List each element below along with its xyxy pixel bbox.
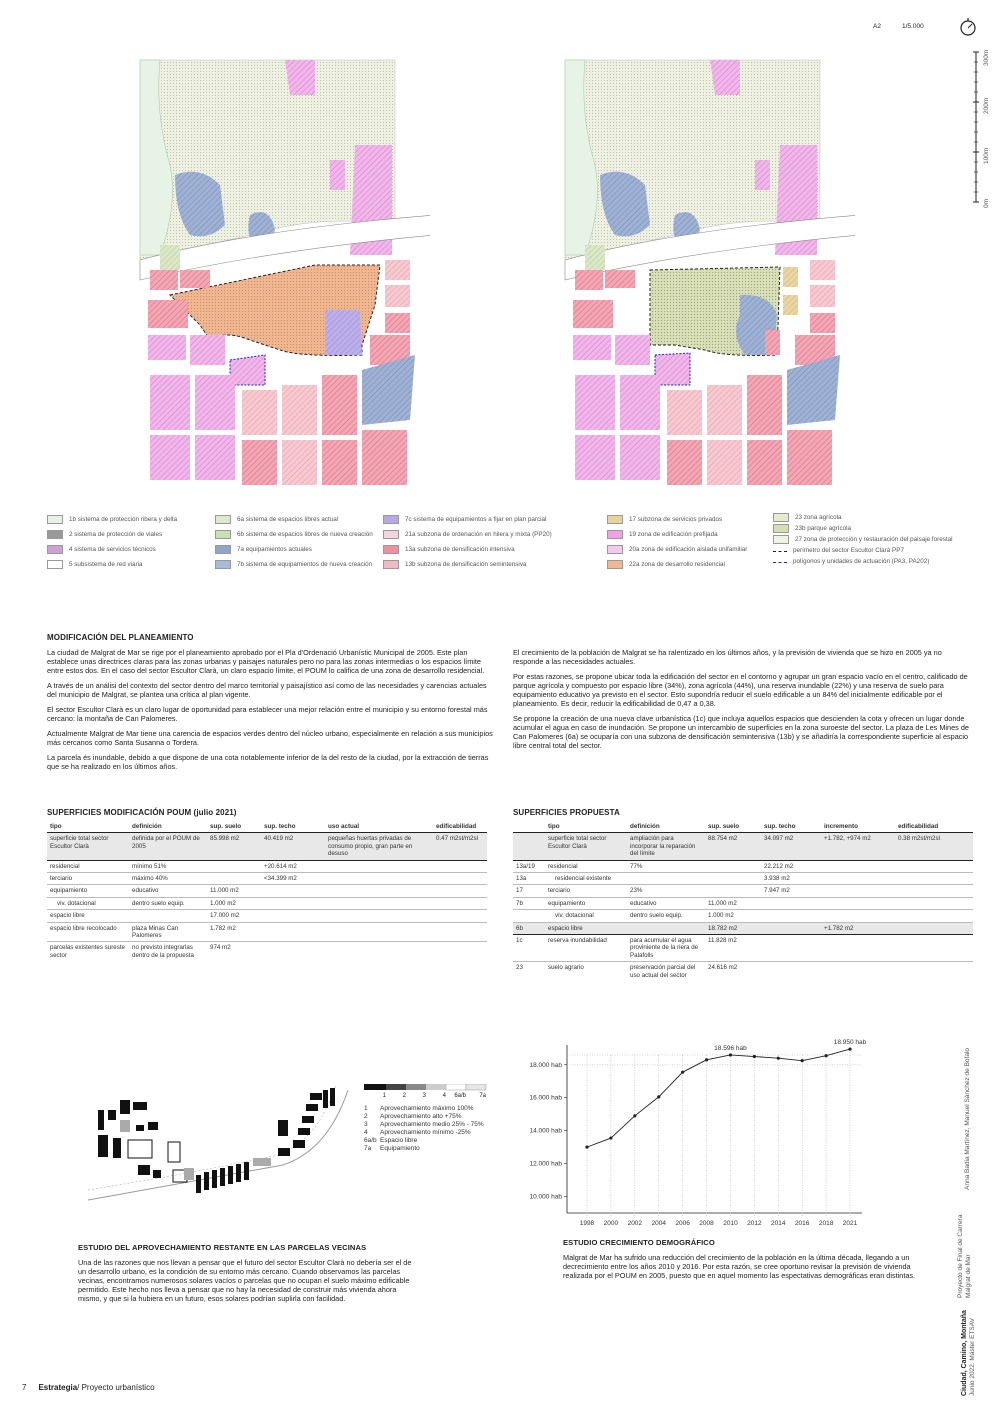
- legend-item: 7a equipamientos actuales: [215, 542, 375, 557]
- legend-item: 7c sistema de equipamientos a fijar en plan parcial: [383, 512, 563, 527]
- paragraph: Actualmente Malgrat de Mar tiene una carencia de espacios verdes dentro del núcleo urbano, especialmente en relación a sus municipios más cercanos como Santa Susanna o Tordera.: [47, 729, 493, 747]
- table-row: 13a/19 residencial 77% 22.212 m2: [513, 860, 973, 872]
- aprov-scale-labels: 1 2 3 4 6a/b 7a: [382, 1093, 486, 1099]
- legend-item: perímetro del sector Escultor Clarà PP7: [773, 545, 973, 556]
- paragraph: La ciudad de Malgrat de Mar se rige por el planeamiento aprobado por el Pla d'Ordenació Urbanístic Municipal de 2005. Este plan establece unas directrices claras para las zonas urbanas y paisajes naturales pero no para las zonas intermedias o los espacios límite entre estos dos. En el caso del sector Escultor Clarà, un claro espacio límite, el POUM lo califica de una zona de desarrollo residencial.: [47, 648, 485, 675]
- scale-200m: 200m: [983, 97, 990, 114]
- modificacion-left: [47, 633, 497, 777]
- map-scale: 1/5.000: [902, 23, 924, 30]
- paragraph: Una de las razones que nos llevan a pensar que el futuro del sector Escultor Clarà no debería ser el de un desarrollo urbano, es la condición de su entorno más cercano. Cuando observamos las parcelas vecinas, encontramos numerosos solares vacíos o parcelas que no ocupan el suelo máximo edificable permitido. Este hecho nos lleva a pensar que no hay la necesidad de construir más vivienda ahora mismo, y que si la hubiera en un futuro, esos solares podrían suplirla con facilidad.: [78, 1258, 412, 1303]
- side-date: Junio 2022. Máster ETSAV: [969, 1318, 976, 1396]
- x-tick-label: 1998: [579, 1220, 595, 1227]
- legend-item: 21a subzona de ordenación en hilera y mixta (PP20): [383, 527, 563, 542]
- section-title: MODIFICACIÓN DEL PLANEAMIENTO: [47, 633, 194, 642]
- legend-swatch: [47, 560, 63, 569]
- side-title: Ciudad, Camino, Montaña: [961, 1310, 968, 1396]
- legend-item: polígonos y unidades de actuación (PA3, PA202): [773, 556, 973, 567]
- table-poum: [47, 808, 487, 961]
- data-table: tipo definición sup. suelo sup. techo uso actual edificabilidad superficie total sector Escultor Clarà definida por el POUM de 2005 85.998 m2 40.419 m2 pequeñas huertas privadas de consumo propio, gran parte en desuso 0.47 m2st/m2sl residencial mínimo 51% +20.614 m2 terciario máximo 40% <34.399 m2 equipamiento educativo 11.000 m2 viv. dotacional dentro suelo equip. 1.000 m2 espacio libre 17.000 m2 espacio libre recolocado plaza Minas Can Palomeres 1.782 m2 parcelas existentes sureste sector no previsto integrarlas dentro de la propuesta 974 m2: [47, 821, 487, 961]
- data-point: [801, 1059, 804, 1062]
- table-row: viv. dotacional dentro suelo equip. 1.000 m2: [47, 897, 487, 909]
- table-row: 13a residencial existente 3.938 m2: [513, 873, 973, 885]
- aprov-legend: [364, 1105, 484, 1153]
- data-label: 18.596 hab: [714, 1044, 747, 1052]
- x-tick-label: 2006: [675, 1220, 690, 1227]
- table-row: terciario máximo 40% <34.399 m2: [47, 873, 487, 885]
- table-row: equipamiento educativo 11.000 m2: [47, 885, 487, 897]
- estudio-crecimiento: [563, 1238, 923, 1286]
- aprov-legend-item: 6a/b Espacio libre: [364, 1137, 418, 1144]
- y-tick-label: 12.000 hab: [529, 1160, 562, 1168]
- table-row: 17 terciario 23% 7.947 m2: [513, 885, 973, 897]
- table-row: espacio libre recolocado plaza Minas Can Palomeres 1.782 m2: [47, 922, 487, 942]
- paragraph: La parcela és inundable, debido a que dispone de una cota notablemente inferior de la del resto de la ciudad, por la extracción de tierras que se ha realizado en los últimos años.: [47, 753, 489, 771]
- legend-item: 6b sistema de espacios libres de nueva creación: [215, 527, 375, 542]
- legend-item: 13b subzona de densificación semintensiva: [383, 557, 563, 572]
- section-sub: / Proyecto urbanístico: [77, 1383, 155, 1392]
- map-current-poum: [130, 55, 430, 495]
- legend-item: 6a sistema de espacios libres actual: [215, 512, 375, 527]
- aprov-legend-item: 1 Aprovechamiento máximo 100%: [364, 1105, 474, 1112]
- legend-item: 23b parque agrícola: [773, 523, 973, 534]
- aprov-legend-item: 3 Aprovechamiento medio 25% - 75%: [364, 1121, 484, 1128]
- data-point: [753, 1055, 756, 1058]
- x-tick-label: 2000: [603, 1220, 619, 1227]
- table-title: SUPERFICIES PROPUESTA: [513, 808, 620, 817]
- aprov-legend-item: 2 Aprovechamiento alto +75%: [364, 1113, 462, 1120]
- legend-swatch: [47, 530, 63, 539]
- x-tick-label: 2021: [842, 1220, 858, 1227]
- aprov-legend-item: 4 Aprovechamiento mínimo -25%: [364, 1129, 471, 1136]
- legend-item: 5 subsistema de red viaria: [47, 557, 187, 572]
- table-title: SUPERFICIES MODIFICACIÓN POUM (julio 2021): [47, 808, 237, 817]
- section-title: ESTUDIO CRECIMIENTO DEMOGRÁFICO: [563, 1238, 715, 1247]
- table-row: superficie total sector Escultor Clarà ampliación para incorporar la reparación del límite 88.754 m2 34.097 m2 +1.782, +974 m2 0.38 m2st/m2sl: [513, 833, 973, 860]
- y-tick-label: 10.000 hab: [529, 1193, 562, 1201]
- data-point: [824, 1054, 827, 1057]
- data-point: [848, 1048, 851, 1051]
- legend-swatch: [47, 545, 63, 554]
- footer: [22, 1383, 155, 1392]
- x-tick-label: 2010: [723, 1220, 738, 1227]
- y-tick-label: 16.000 hab: [529, 1094, 562, 1102]
- sheet-size: A2: [873, 23, 881, 30]
- y-tick-label: 18.000 hab: [529, 1061, 562, 1069]
- scale-bar: [968, 50, 982, 210]
- data-point: [681, 1071, 684, 1074]
- table-row: superficie total sector Escultor Clarà definida por el POUM de 2005 85.998 m2 40.419 m2 pequeñas huertas privadas de consumo propio, gran parte en desuso 0.47 m2st/m2sl: [47, 833, 487, 860]
- table-row: parcelas existentes sureste sector no previsto integrarlas dentro de la propuesta 974 m2: [50, 944, 231, 959]
- section-title: ESTUDIO DEL APROVECHAMIENTO RESTANTE EN LAS PARCELAS VECINAS: [78, 1243, 367, 1252]
- x-tick-label: 2008: [699, 1220, 714, 1227]
- legend-item: 20a zona de edificación aislada unifamiliar: [607, 542, 767, 557]
- legend-col2: [215, 512, 375, 572]
- x-tick-label: 2016: [794, 1220, 810, 1227]
- scale-300m: 300m: [983, 49, 990, 66]
- data-point: [777, 1057, 780, 1060]
- paragraph: El sector Escultor Clarà es un claro lugar de oportunidad para establecer una mejor relación entre el municipio y su entorno forestal más cercano: la montaña de Can Palomeres.: [47, 705, 488, 723]
- paragraph: A través de un análisi del contexto del sector dentro del marco territorial y paisajístico así como de las necesidades y carencias actuales del municipio de Malgrat, se plantea una crítica al plan vigente.: [47, 681, 487, 699]
- legend-col1: [47, 512, 187, 572]
- page-number: 7: [22, 1383, 27, 1392]
- data-point: [633, 1114, 636, 1117]
- aprov-legend-item: 7a Equipamiento: [364, 1145, 420, 1152]
- table-row: 23 suelo agrario preservación parcial del uso actual del sector 24.616 m2: [516, 964, 738, 979]
- legend-col3: [383, 512, 563, 572]
- map-proposal: [555, 55, 855, 495]
- table-row: 1c reserva inundabilidad para acumular el agua proviniente de la riera de Palafolls 11.828 m2: [513, 935, 973, 962]
- north-arrow-icon: [958, 18, 978, 38]
- x-tick-label: 2002: [627, 1220, 643, 1227]
- legend-item: 19 zona de edificación prefijada: [607, 527, 767, 542]
- legend-item: 4 sistema de servicios técnicos: [47, 542, 187, 557]
- table-row: espacio libre 17.000 m2: [47, 910, 487, 922]
- x-tick-label: 2018: [818, 1220, 834, 1227]
- scale-0m: 0m: [983, 198, 990, 208]
- paragraph: El crecimiento de la población de Malgrat se ha ralentizado en los últimos años, y la previsión de vivienda que se hizo en 2005 ya no responde a las necesidades actuales.: [513, 648, 942, 666]
- data-point: [657, 1095, 660, 1098]
- series-line: [587, 1049, 850, 1147]
- data-point: [729, 1053, 732, 1056]
- legend-item: 2 sistema de protección de viales: [47, 527, 187, 542]
- side-project: Proyecto de Final de Carrera: [957, 1214, 964, 1298]
- x-tick-label: 2004: [651, 1220, 666, 1227]
- data-label: 18.950 hab: [833, 1039, 867, 1047]
- paragraph: Por estas razones, se propone ubicar toda la edificación del sector en el contorno y agrupar un gran espacio vacío en el centro, calificado de parque agrícola y compuesto por espacio libre (34%), zona agrícola (44%), una reserva inundable (22%) y una reserva de suelo para equipamiento educativo ya previsto en el sector. Esto supondría reducir el suelo edificable a un 84% del inicialmente edificable por el planeamiento. Es decir, reducir la edificabilidad de 0,47 a 0,38.: [513, 672, 968, 708]
- section-name: Estrategia: [38, 1383, 78, 1392]
- estudio-aprovechamiento: [78, 1243, 418, 1309]
- legend-item: 7b sistema de equipamientos de nueva creación: [215, 557, 375, 572]
- legend-item: 17 subzona de servicios privados: [607, 512, 767, 527]
- scale-100m: 100m: [983, 147, 990, 164]
- side-location: Malgrat de Mar: [965, 1254, 972, 1298]
- paragraph: Malgrat de Mar ha sufrido una reducción del crecimiento de la población en la última década, llegando a un decrecimiento entre los años 2010 y 2016. Por esta razón, se cree oportuno revisar la previsión de vivienda realizada por el POUM en 2005, puesto que en aquel momento las espectativas demográficas eran distintas.: [563, 1253, 916, 1280]
- y-tick-label: 14.000 hab: [529, 1127, 562, 1135]
- legend-item: 1b sistema de protección ribera y delta: [47, 512, 187, 527]
- data-point: [705, 1058, 708, 1061]
- x-tick-label: 2012: [747, 1220, 762, 1227]
- legend-item: 23 zona agrícola: [773, 512, 973, 523]
- population-chart: [510, 1035, 870, 1230]
- legend-item: 27 zona de protección y restauración del paisaje forestal: [773, 534, 973, 545]
- data-table: tipo definición sup. suelo sup. techo incremento edificabilidad superficie total sector Escultor Clarà ampliación para incorporar la reparación del límite 88.754 m2 34.097 m2 +1.782, +974 m2 0.38 m2st/m2sl 13a/19 residencial 77% 22.212 m2 13a residencial existente 3.938 m2 17 terciario 23% 7.947 m2 7b equipamiento educativo 11.000 m2 viv. dotacional dentro suelo equip. 1.000 m2 6b espacio libre 18.782 m2 +1.782 m2 1c reserva inundabilidad para acumular el agua proviniente de la riera de Palafolls 11.828 m2 23 suelo agrario preservación parcial del uso actual del sector 24.616 m2: [513, 821, 973, 981]
- legend-item: 13a subzona de densificación intensiva: [383, 542, 563, 557]
- legend-item: 22a zona de desarrollo residencial: [607, 557, 767, 572]
- data-point: [585, 1146, 588, 1149]
- x-tick-label: 2014: [771, 1220, 786, 1227]
- legend-col5: [773, 512, 973, 567]
- legend-swatch: [47, 515, 63, 524]
- paragraph: Se propone la creación de una nueva clave urbanística (1c) que incluya aquellos espacios que descienden la cota y ofrecen un lugar donde acumular el agua en caso de inundación. Se propone un intercambio de superficies en la zona suroeste del sector. La plaza de Les Mines de Can Palomeres (6a) se ocuparía con una subzona de densificación semintensiva (13b) y se añadiría la correspondiente superficie al espacio libre central total del sector.: [513, 714, 969, 750]
- table-row: residencial mínimo 51% +20.614 m2: [47, 860, 487, 872]
- aprovechamiento-diagram: [78, 1080, 363, 1205]
- side-authors: Anna Badia Martínez, Manuel Sánchez de Bofalo: [964, 1047, 971, 1190]
- data-point: [609, 1136, 612, 1139]
- table-row: 7b equipamiento educativo 11.000 m2: [513, 897, 973, 909]
- modificacion-right: [513, 648, 973, 756]
- table-propuesta: [513, 808, 973, 981]
- table-row: 6b espacio libre 18.782 m2 +1.782 m2: [513, 922, 973, 934]
- legend-col4: [607, 512, 767, 572]
- table-row: viv. dotacional dentro suelo equip. 1.000 m2: [513, 910, 973, 922]
